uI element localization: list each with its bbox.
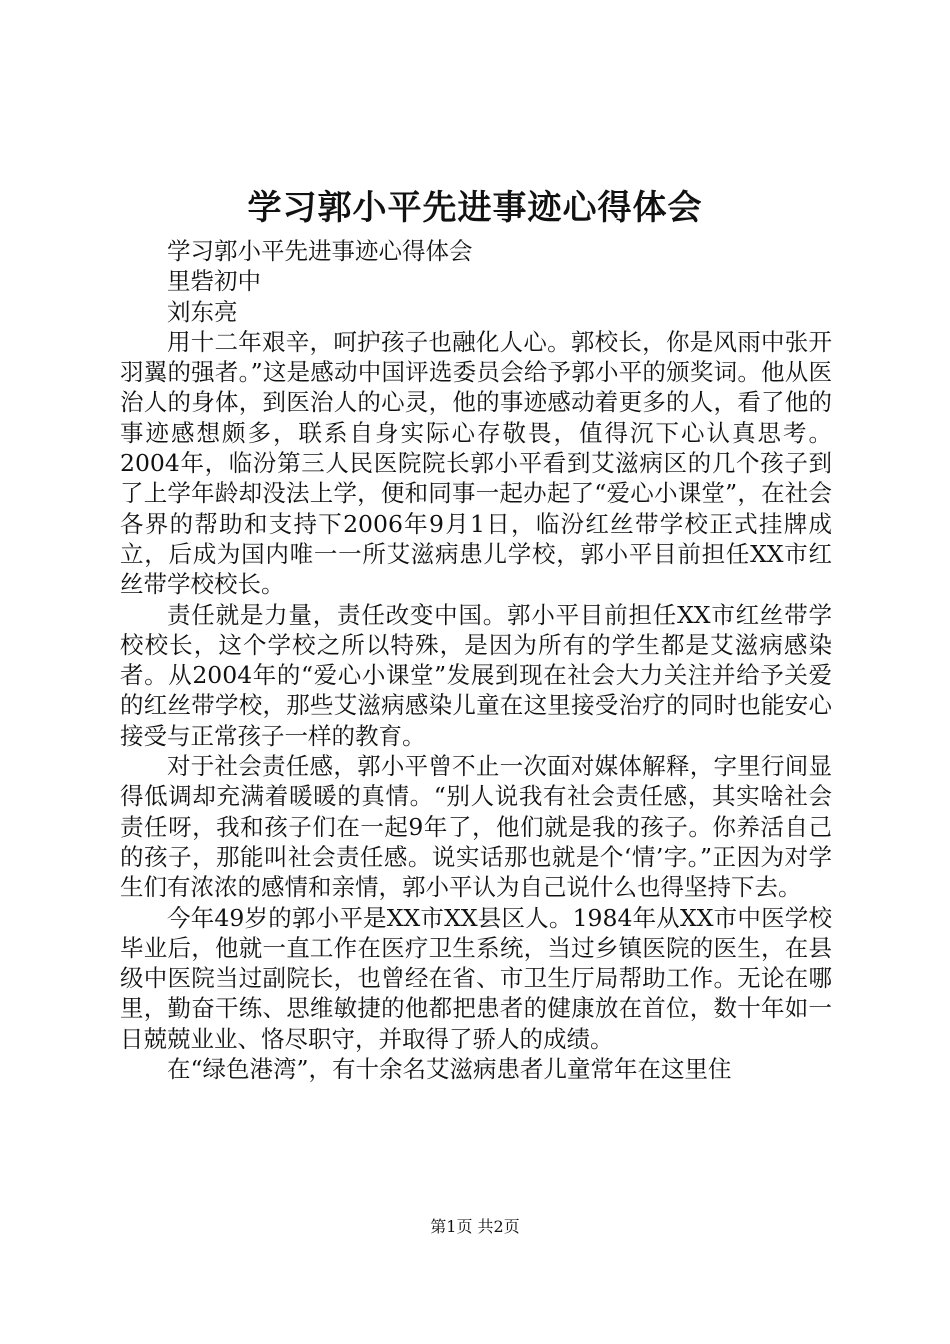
page-footer: 第1页 共2页	[430, 1217, 520, 1236]
paragraph: 在“绿色港湾”，有十余名艾滋病患者儿童常年在这里住	[167, 1055, 732, 1084]
paragraph: 责任就是力量，责任改变中国。郭小平目前担任XX市红丝带学校校长，这个学校之所以特殊，是因为所有的学生都是艾滋病感染者。从2004年的“爱心小课堂”发展到现在社会大力关注并给予关爱的红丝带学校，那些艾滋病感染儿童在这里接受治疗的同时也能安心接受与正常孩子一样的教育。	[120, 600, 832, 750]
paragraph: 用十二年艰辛，呵护孩子也融化人心。郭校长，你是风雨中张开羽翼的强者。”这是感动中国评选委员会给予郭小平的颁奖词。他从医治人的身体，到医治人的心灵，他的事迹感动着更多的人，看了他的事迹感想颇多，联系自身实际心存敬畏，值得沉下心认真思考。2004年，临汾第三人民医院院长郭小平看到艾滋病区的几个孩子到了上学年龄却没法上学，便和同事一起办起了“爱心小课堂”，在社会各界的帮助和支持下2006年9月1日，临汾红丝带学校正式挂牌成立，后成为国内唯一一所艾滋病患儿学校，郭小平目前担任XX市红丝带学校校长。	[120, 327, 832, 599]
author-line: 刘东亮	[167, 297, 238, 326]
page-title: 学习郭小平先进事迹心得体会	[247, 188, 703, 228]
document-body	[120, 236, 832, 1084]
subtitle-line: 学习郭小平先进事迹心得体会	[167, 237, 473, 265]
paragraph: 今年49岁的郭小平是XX市XX县区人。1984年从XX市中医学校毕业后，他就一直工作在医疗卫生系统，当过乡镇医院的医生，在县级中医院当过副院长，也曾经在省、市卫生厅局帮助工作。无论在哪里，勤奋干练、思维敏捷的他都把患者的健康放在首位，数十年如一日兢兢业业、恪尽职守，并取得了骄人的成绩。	[120, 903, 832, 1053]
paragraph: 对于社会责任感，郭小平曾不止一次面对媒体解释，字里行间显得低调却充满着暖暖的真情。“别人说我有社会责任感，其实啥社会责任呀，我和孩子们在一起9年了，他们就是我的孩子。你养活自己的孩子，那能叫社会责任感。说实话那也就是个‘情’字。”正因为对学生们有浓浓的感情和亲情，郭小平认为自己说什么也得坚持下去。	[120, 752, 832, 902]
school-line: 里砦初中	[167, 267, 261, 296]
